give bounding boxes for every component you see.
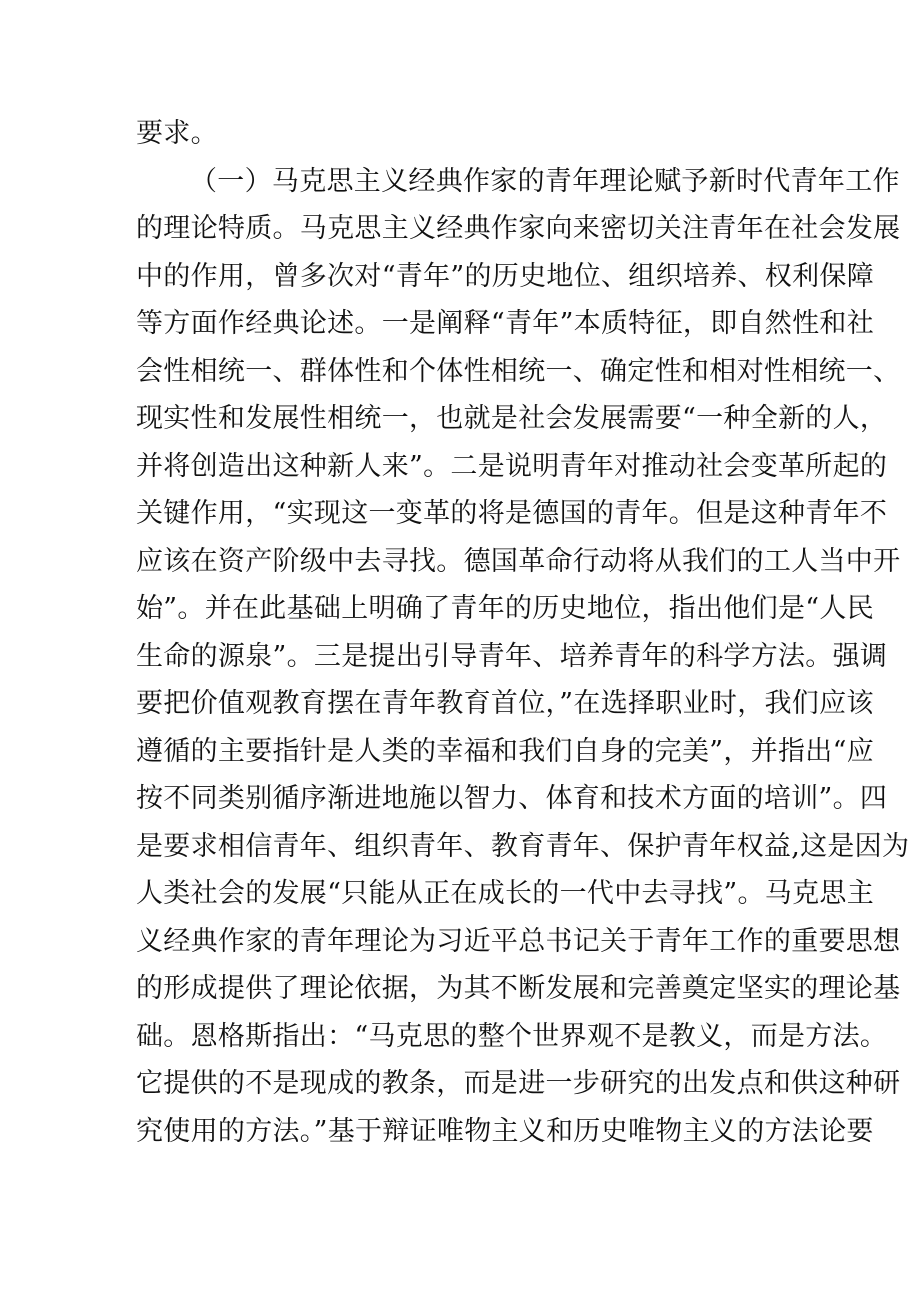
text-line: 等方面作经典论述。一是阐释“青年”本质特征，即自然性和社 — [136, 308, 875, 339]
text-line: 并将创造出这种新人来”。二是说明青年对推动社会变革所起的 — [136, 450, 888, 482]
text-line: 生命的源泉”。三是提出引导青年、培养青年的科学方法。强调 — [136, 640, 888, 672]
text-line: 的理论特质。马克思主义经典作家向来密切关注青年在社会发展 — [136, 213, 901, 244]
text-line: 要求。 — [136, 118, 218, 149]
text-line: 会性相统一、群体性和个体性相统一、确定性和相对性相统一、 — [136, 355, 901, 387]
text-line: 要把价值观教育摆在青年教育首位，”在选择职业时，我们应该 — [136, 688, 874, 719]
text-line: 应该在资产阶级中去寻找。德国革命行动将从我们的工人当中开 — [136, 545, 901, 577]
text-line: 人类社会的发展“只能从正在成长的一代中去寻找”。马克思主 — [136, 878, 875, 909]
text-line: 始”。并在此基础上明确了青年的历史地位，指出他们是“人民 — [136, 593, 875, 624]
text-line: 的形成提供了理论依据，为其不断发展和完善奠定坚实的理论基 — [136, 973, 901, 1004]
section-heading-line: （一）马克思主义经典作家的青年理论赋予新时代青年工作 — [190, 165, 900, 197]
text-line: 是要求相信青年、组织青年、教育青年、保护青年权益,这是因为 — [136, 830, 910, 862]
text-line: 按不同类别循序渐进地施以智力、体育和技术方面的培训”。四 — [136, 783, 888, 814]
text-line: 中的作用，曾多次对“青年”的历史地位、组织培养、权利保障 — [136, 260, 875, 292]
body-text — [136, 110, 910, 1155]
text-line: 遵循的主要指针是人类的幸福和我们自身的完美”，并指出“应 — [136, 735, 875, 767]
text-line: 现实性和发展性相统一，也就是社会发展需要“一种全新的人， — [136, 403, 888, 434]
text-line: 它提供的不是现成的教条，而是进一步研究的出发点和供这种研 — [136, 1068, 901, 1099]
text-line: 关键作用，“实现这一变革的将是德国的青年。但是这种青年不 — [136, 498, 888, 529]
text-line: 础。恩格斯指出：“马克思的整个世界观不是教义，而是方法。 — [136, 1020, 888, 1052]
text-line: 究使用的方法。”基于辩证唯物主义和历史唯物主义的方法论要 — [136, 1115, 874, 1147]
text-line: 义经典作家的青年理论为习近平总书记关于青年工作的重要思想 — [136, 925, 901, 957]
